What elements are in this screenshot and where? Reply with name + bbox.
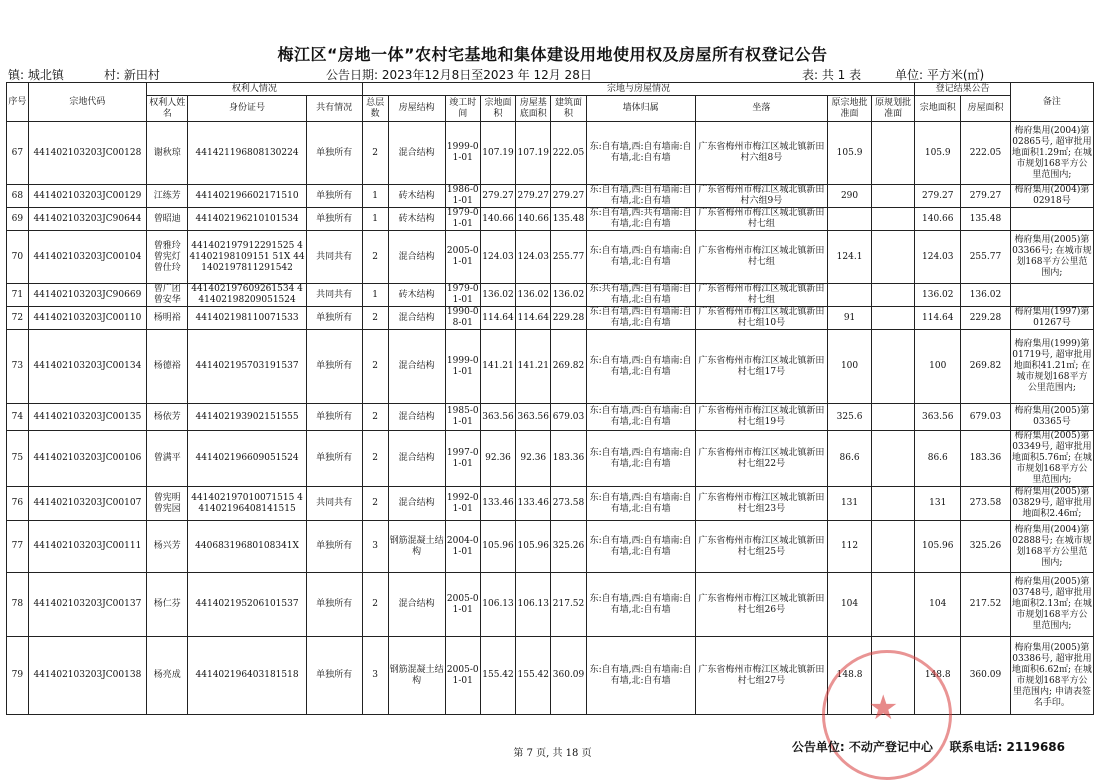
cell-r-area: 100	[915, 330, 961, 404]
cell-share: 单独所有	[306, 573, 362, 637]
cell-names: 杨仁芬	[146, 573, 187, 637]
cell-r-area: 279.27	[915, 185, 961, 208]
cell-names: 曾雅玲 曾宪灯 曾仕玲	[146, 231, 187, 284]
cell-code: 441402103203JC00106	[28, 431, 146, 487]
cell-year: 1979-01-01	[446, 208, 479, 229]
cell-r-build: 136.02	[961, 284, 1011, 307]
cell-r-area: 86.6	[915, 431, 961, 487]
cell-base: 105.96	[516, 521, 551, 573]
cell-loc: 广东省梅州市梅江区城北镇新田村七组17号	[695, 330, 828, 404]
cell-note: 梅府集用(1999)第01719号, 超审批用地面积41.21㎡; 在城市规划168平方公里范围内;	[1010, 330, 1093, 404]
cell-floors: 2	[362, 573, 388, 637]
cell-names: 曾广团 曾安华	[146, 284, 187, 307]
cell-share: 单独所有	[306, 185, 362, 208]
notice-unit: 公告单位: 不动产登记中心	[791, 740, 933, 754]
cell-share: 共同共有	[306, 284, 362, 307]
cell-seq: 71	[7, 284, 29, 307]
cell-names: 杨亮成	[146, 637, 187, 715]
cell-code: 441402103203JC90669	[28, 284, 146, 307]
cell-r-area: 105.96	[915, 521, 961, 573]
cell-names: 杨德裕	[146, 330, 187, 404]
cell-year: 2004-01-01	[445, 521, 480, 573]
cell-r-build: 325.26	[961, 521, 1011, 573]
header-owner-group: 权利人情况	[146, 83, 362, 96]
cell-floors: 2	[362, 122, 388, 185]
table-row	[7, 573, 1094, 637]
cell-area: 105.96	[480, 521, 515, 573]
cell-year: 1999-01-01	[445, 122, 480, 185]
cell-base: 124.03	[516, 231, 551, 284]
cell-loc: 广东省梅州市梅江区城北镇新田村六组9号	[695, 185, 828, 208]
cell-share: 单独所有	[306, 330, 362, 404]
cell-plan	[871, 330, 915, 404]
page-number: 第 7 页, 共 18 页	[513, 748, 592, 759]
cell-wall: 东:自有墙,西:自有墙南:自有墙,北:自有墙	[586, 637, 695, 715]
cell-area: 107.19	[480, 122, 515, 185]
cell-code: 441402103203JC90644	[28, 208, 146, 231]
cell-year: 2005-01-01	[445, 637, 480, 715]
cell-base: 106.13	[516, 573, 551, 637]
cell-share: 单独所有	[306, 431, 362, 487]
cell-orig: 325.6	[828, 404, 872, 431]
table-row	[7, 431, 1094, 487]
table-row	[7, 185, 1094, 208]
cell-orig	[828, 284, 872, 307]
header-name: 权利人姓名	[146, 96, 187, 122]
cell-r-area: 140.66	[915, 208, 961, 231]
cell-note	[1010, 284, 1093, 307]
cell-ids: 441402196609051524	[188, 431, 306, 487]
cell-ids: 441402195206101537	[188, 573, 306, 637]
cell-structure: 混合结构	[388, 487, 445, 521]
cell-r-build: 269.82	[961, 330, 1011, 404]
table-row	[7, 231, 1094, 284]
cell-orig: 86.6	[828, 431, 872, 487]
cell-orig: 290	[828, 185, 872, 208]
cell-seq: 72	[7, 307, 29, 330]
cell-note: 梅府集用(2005)第03748号, 超审批用地面积2.13㎡; 在城市规划168平方公里范围内;	[1010, 573, 1093, 637]
cell-structure: 混合结构	[388, 330, 445, 404]
cell-seq: 79	[7, 637, 29, 715]
cell-note: 梅府集用(2004)第02888号; 在城市规划168平方公里范围内;	[1010, 521, 1093, 573]
cell-build: 273.58	[551, 487, 586, 521]
cell-r-build: 273.58	[961, 487, 1011, 521]
cell-year: 1985-01-01	[445, 404, 480, 431]
cell-r-area: 131	[915, 487, 961, 521]
cell-structure: 混合结构	[388, 231, 445, 284]
page-title: 梅江区“房地一体”农村宅基地和集体建设用地使用权及房屋所有权登记公告	[277, 45, 828, 64]
town-label: 镇: 城北镇	[8, 68, 64, 82]
cell-r-build: 183.36	[961, 431, 1011, 487]
cell-r-build: 135.48	[961, 208, 1011, 231]
table-body	[7, 122, 1094, 715]
cell-loc: 广东省梅州市梅江区城北镇新田村七组27号	[695, 637, 828, 715]
cell-orig: 124.1	[828, 231, 872, 284]
cell-plan	[871, 185, 915, 208]
registration-table	[6, 82, 1094, 715]
cell-structure: 砖木结构	[388, 284, 445, 307]
cell-orig	[828, 208, 872, 231]
header-id: 身份证号	[188, 96, 306, 122]
cell-code: 441402103203JC00107	[28, 487, 146, 521]
cell-base: 136.02	[516, 284, 551, 307]
cell-year: 1986-01-01	[446, 185, 479, 206]
cell-build: 325.26	[551, 521, 586, 573]
cell-loc: 广东省梅州市梅江区城北镇新田村七组26号	[695, 573, 828, 637]
cell-share: 单独所有	[306, 521, 362, 573]
cell-ids: 44068319680108341X	[188, 521, 306, 573]
cell-r-area: 363.56	[915, 404, 961, 431]
cell-wall: 东:共有墙,西:自有墙南:自有墙,北:自有墙	[586, 284, 695, 307]
cell-base: 141.21	[516, 330, 551, 404]
cell-names: 曾宪明 曾宪园	[146, 487, 187, 521]
cell-ids: 441402193902151555	[188, 404, 306, 431]
cell-r-area: 104	[915, 573, 961, 637]
header-orig-approved: 原宗地批准面	[828, 96, 872, 122]
cell-r-area: 105.9	[915, 122, 961, 185]
cell-floors: 3	[362, 521, 388, 573]
cell-loc: 广东省梅州市梅江区城北镇新田村七组19号	[695, 404, 828, 431]
cell-year: 2005-01-01	[445, 231, 480, 284]
cell-year: 1999-01-01	[445, 330, 480, 404]
cell-code: 441402103203JC00128	[28, 122, 146, 185]
cell-code: 441402103203JC00129	[28, 185, 146, 208]
cell-base: 107.19	[516, 122, 551, 185]
cell-area: 133.46	[480, 487, 515, 521]
cell-names: 谢秋琼	[146, 122, 187, 185]
cell-share: 单独所有	[306, 307, 362, 330]
cell-ids: 441402197010071515 441402196408141515	[188, 487, 306, 521]
cell-seq: 78	[7, 573, 29, 637]
cell-floors: 1	[362, 284, 388, 307]
cell-build: 360.09	[551, 637, 586, 715]
cell-code: 441402103203JC00137	[28, 573, 146, 637]
cell-base: 155.42	[516, 637, 551, 715]
cell-floors: 1	[362, 208, 388, 231]
cell-plan	[871, 431, 915, 487]
header-floors: 总层数	[362, 96, 388, 122]
cell-area: 106.13	[480, 573, 515, 637]
cell-loc: 广东省梅州市梅江区城北镇新田村六组8号	[695, 122, 828, 185]
cell-wall: 东:自有墙,西:自有墙南:自有墙,北:自有墙	[586, 404, 695, 431]
cell-orig: 148.8	[828, 637, 872, 715]
cell-r-area: 124.03	[915, 231, 961, 284]
cell-r-area: 136.02	[915, 284, 961, 307]
cell-area: 155.42	[480, 637, 515, 715]
cell-seq: 76	[7, 487, 29, 521]
cell-note: 梅府集用(2005)第03365号	[1010, 404, 1093, 431]
cell-wall: 东:自有墙,西:自有墙南:自有墙,北:自有墙	[586, 573, 695, 637]
table-row	[7, 122, 1094, 185]
cell-loc: 广东省梅州市梅江区城北镇新田村七组25号	[695, 521, 828, 573]
cell-note: 梅府集用(2005)第03829号, 超审批用地面积2.46㎡;	[1012, 487, 1092, 519]
table-row	[7, 330, 1094, 404]
cell-structure: 砖木结构	[388, 208, 445, 231]
cell-build: 217.52	[551, 573, 586, 637]
cell-wall: 东:自有墙,西:自有墙南:自有墙,北:自有墙	[586, 330, 695, 404]
cell-floors: 2	[362, 307, 388, 330]
cell-build: 269.82	[551, 330, 586, 404]
cell-year: 1997-01-01	[445, 431, 480, 487]
cell-structure: 混合结构	[388, 431, 445, 487]
cell-r-area: 148.8	[915, 637, 961, 715]
cell-floors: 2	[362, 404, 388, 431]
table-row	[7, 521, 1094, 573]
cell-year: 1992-01-01	[445, 487, 480, 521]
cell-floors: 3	[362, 637, 388, 715]
cell-base: 279.27	[516, 185, 551, 208]
cell-loc: 广东省梅州市梅江区城北镇新田村七组23号	[695, 487, 828, 521]
cell-wall: 东:自有墙,西:共有墙南:自有墙,北:自有墙	[586, 208, 695, 231]
cell-floors: 2	[362, 431, 388, 487]
cell-wall: 东:自有墙,西:自有墙南:自有墙,北:自有墙	[586, 307, 695, 330]
header-base: 房屋基底面积	[516, 96, 551, 122]
cell-loc: 广东省梅州市梅江区城北镇新田村七组10号	[695, 307, 828, 330]
cell-code: 441402103203JC00135	[28, 404, 146, 431]
cell-ids: 441402195703191537	[188, 330, 306, 404]
cell-share: 共同共有	[306, 487, 362, 521]
cell-names: 杨兴芳	[146, 521, 187, 573]
cell-area: 279.27	[480, 185, 515, 208]
cell-structure: 钢筋混凝土结构	[388, 521, 445, 573]
cell-seq: 73	[7, 330, 29, 404]
cell-r-area: 114.64	[915, 307, 961, 330]
cell-note: 梅府集用(1997)第01267号	[1010, 307, 1093, 330]
cell-names: 曾昭迪	[146, 208, 187, 231]
header-result-group: 登记结果公告	[915, 83, 1010, 96]
cell-structure: 混合结构	[388, 404, 445, 431]
header-result-area: 宗地面积	[915, 96, 961, 122]
cell-orig: 91	[828, 307, 872, 330]
cell-plan	[871, 122, 915, 185]
cell-wall: 东:自有墙,西:自有墙南:自有墙,北:自有墙	[586, 231, 695, 284]
cell-note: 梅府集用(2005)第03366号; 在城市规划168平方公里范围内;	[1010, 231, 1093, 284]
cell-base: 133.46	[516, 487, 551, 521]
cell-note: 梅府集用(2004)第02865号, 超审批用地面积1.29㎡; 在城市规划168平方公里范围内;	[1010, 122, 1093, 185]
cell-r-build: 255.77	[961, 231, 1011, 284]
footer-contact	[792, 738, 1065, 755]
unit-label: 单位: 平方米(㎡)	[895, 68, 985, 82]
cell-orig: 104	[828, 573, 872, 637]
cell-code: 441402103203JC00134	[28, 330, 146, 404]
cell-code: 441402103203JC00138	[28, 637, 146, 715]
cell-note: 梅府集用(2005)第03386号, 超审批用地面积6.62㎡; 在城市规划168平方公里范围内; 申请表签名手印。	[1010, 637, 1093, 715]
cell-share: 共同共有	[306, 231, 362, 284]
cell-year: 2005-01-01	[445, 573, 480, 637]
cell-floors: 2	[362, 330, 388, 404]
village-label: 村: 新田村	[104, 68, 160, 82]
cell-ids: 441402196602171510	[188, 185, 306, 208]
header-wall: 墙体归属	[586, 96, 695, 122]
header-area: 宗地面积	[480, 96, 515, 122]
official-seal	[822, 650, 952, 780]
cell-r-build: 679.03	[961, 404, 1011, 431]
cell-r-build: 279.27	[961, 185, 1011, 208]
cell-orig: 100	[828, 330, 872, 404]
cell-wall: 东:自有墙,西:自有墙南:自有墙,北:自有墙	[586, 431, 695, 487]
cell-plan	[871, 231, 915, 284]
cell-r-build: 229.28	[961, 307, 1011, 330]
header-build: 建筑面积	[551, 96, 586, 122]
cell-wall: 东:自有墙,西:自有墙南:自有墙,北:自有墙	[586, 521, 695, 573]
cell-year: 1990-08-01	[446, 307, 479, 328]
cell-base: 363.56	[516, 404, 551, 431]
cell-area: 114.64	[480, 307, 515, 330]
header-note: 备注	[1010, 83, 1093, 122]
contact-phone: 联系电话: 2119686	[949, 740, 1065, 754]
cell-names: 江练芳	[146, 185, 187, 208]
cell-ids: 441402198110071533	[188, 307, 306, 330]
cell-code: 441402103203JC00104	[28, 231, 146, 284]
cell-seq: 68	[7, 185, 29, 208]
cell-area: 92.36	[480, 431, 515, 487]
cell-seq: 77	[7, 521, 29, 573]
cell-wall: 东:自有墙,西:自有墙南:自有墙,北:自有墙	[586, 122, 695, 185]
header-land-group: 宗地与房屋情况	[362, 83, 915, 96]
cell-share: 单独所有	[306, 404, 362, 431]
cell-base: 140.66	[516, 208, 551, 231]
table-row	[7, 404, 1094, 431]
cell-seq: 75	[7, 431, 29, 487]
cell-orig: 131	[828, 487, 872, 521]
cell-build: 222.05	[551, 122, 586, 185]
cell-code: 441402103203JC00111	[28, 521, 146, 573]
cell-build: 279.27	[551, 185, 586, 208]
notice-date: 公告日期: 2023年12月8日至2023 年 12月 28日	[326, 68, 592, 82]
header-year: 竣工时间	[445, 96, 480, 122]
cell-share: 单独所有	[306, 208, 362, 231]
cell-area: 124.03	[480, 231, 515, 284]
table-row	[7, 307, 1094, 330]
cell-build: 183.36	[551, 431, 586, 487]
cell-seq: 67	[7, 122, 29, 185]
cell-plan	[871, 307, 915, 330]
cell-names: 杨依芳	[146, 404, 187, 431]
cell-orig: 105.9	[828, 122, 872, 185]
header-share: 共有情况	[306, 96, 362, 122]
cell-ids: 441421196808130224	[188, 122, 306, 185]
cell-floors: 2	[362, 231, 388, 284]
cell-plan	[871, 284, 915, 307]
cell-build: 679.03	[551, 404, 586, 431]
cell-ids: 441402197912291525 441402198109151 51X 441402197811291542	[188, 231, 306, 284]
cell-wall: 东:自有墙,西:自有墙南:自有墙,北:自有墙	[586, 185, 695, 208]
cell-structure: 混合结构	[388, 122, 445, 185]
cell-floors: 2	[362, 487, 388, 521]
cell-note: 梅府集用(2005)第03349号, 超审批用地面积5.76㎡; 在城市规划168平方公里范围内;	[1011, 431, 1092, 485]
cell-plan	[871, 573, 915, 637]
cell-plan	[871, 208, 915, 231]
cell-year: 1979-01-01	[446, 284, 479, 305]
cell-base: 114.64	[516, 307, 551, 330]
cell-loc: 广东省梅州市梅江区城北镇新田村七组	[695, 284, 828, 307]
cell-orig: 112	[828, 521, 872, 573]
cell-loc: 广东省梅州市梅江区城北镇新田村七组	[695, 231, 828, 284]
cell-ids: 441402196403181518	[188, 637, 306, 715]
cell-note: 梅府集用(2004)第02918号	[1010, 185, 1093, 208]
cell-loc: 广东省梅州市梅江区城北镇新田村七组22号	[695, 431, 828, 487]
cell-seq: 74	[7, 404, 29, 431]
cell-structure: 砖木结构	[388, 185, 445, 208]
cell-code: 441402103203JC00110	[28, 307, 146, 330]
cell-r-build: 217.52	[961, 573, 1011, 637]
cell-plan	[871, 404, 915, 431]
table-row	[7, 487, 1094, 521]
header-seq: 序号	[7, 83, 29, 122]
cell-floors: 1	[362, 185, 388, 208]
star-icon: ★	[868, 688, 899, 728]
header-location: 坐落	[695, 96, 828, 122]
cell-ids: 441402196210101534	[188, 208, 306, 231]
cell-area: 140.66	[480, 208, 515, 231]
cell-build: 229.28	[551, 307, 586, 330]
cell-seq: 70	[7, 231, 29, 284]
table-row	[7, 284, 1094, 307]
cell-wall: 东:自有墙,西:自有墙南:自有墙,北:自有墙	[586, 487, 695, 521]
cell-note	[1010, 208, 1093, 231]
cell-structure: 混合结构	[388, 307, 445, 330]
table-row	[7, 208, 1094, 231]
cell-area: 141.21	[480, 330, 515, 404]
cell-share: 单独所有	[306, 637, 362, 715]
header-code: 宗地代码	[28, 83, 146, 122]
header-result-build: 房屋面积	[961, 96, 1011, 122]
cell-build: 136.02	[551, 284, 586, 307]
cell-base: 92.36	[516, 431, 551, 487]
cell-r-build: 360.09	[961, 637, 1011, 715]
cell-share: 单独所有	[306, 122, 362, 185]
cell-names: 曾满平	[146, 431, 187, 487]
table-count: 表: 共 1 表	[802, 68, 862, 82]
cell-plan	[871, 487, 915, 521]
cell-loc: 广东省梅州市梅江区城北镇新田村七组	[695, 208, 828, 231]
cell-r-build: 222.05	[961, 122, 1011, 185]
cell-plan	[871, 521, 915, 573]
header-plan-approved: 原规划批准面	[871, 96, 915, 122]
cell-area: 136.02	[480, 284, 515, 307]
cell-names: 杨明裕	[146, 307, 187, 330]
cell-build: 255.77	[551, 231, 586, 284]
cell-build: 135.48	[551, 208, 586, 231]
cell-structure: 混合结构	[388, 573, 445, 637]
cell-area: 363.56	[480, 404, 515, 431]
cell-ids: 441402197609261534 441402198209051524	[188, 284, 306, 307]
cell-seq: 69	[7, 208, 29, 231]
header-structure: 房屋结构	[388, 96, 445, 122]
cell-structure: 钢筋混凝土结构	[388, 637, 445, 715]
